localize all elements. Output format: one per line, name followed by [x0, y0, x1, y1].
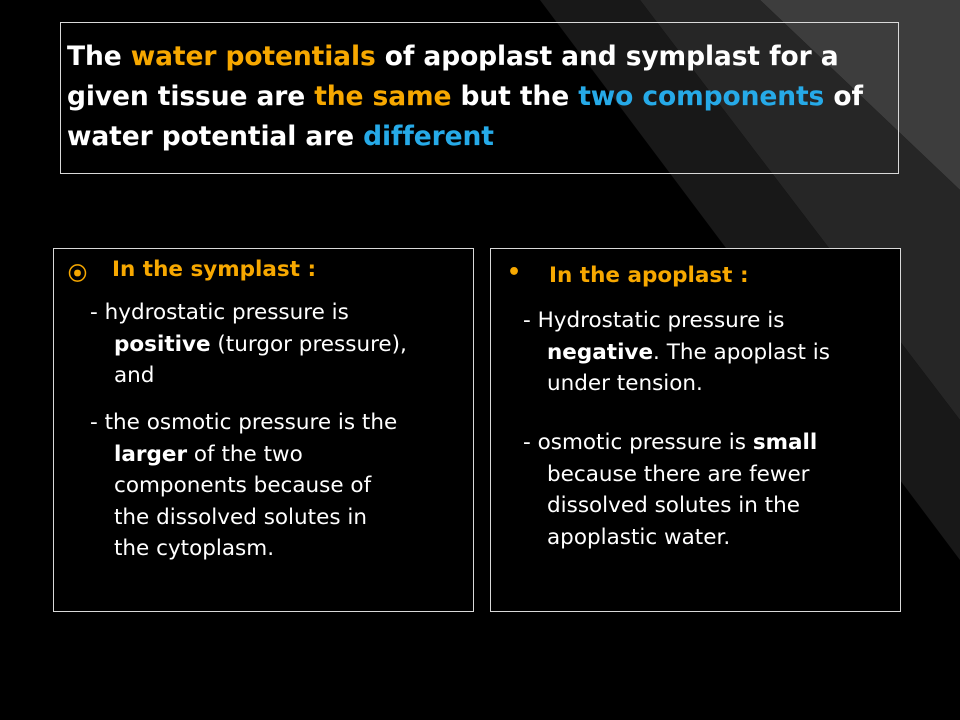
symplast-larger-bold: larger	[114, 441, 188, 467]
symplast-item2-line1: - the osmotic pressure is the	[90, 410, 398, 435]
apoplast-item1-line1: - Hydrostatic pressure is	[523, 308, 785, 333]
apoplast-item2-lead: - osmotic pressure is	[523, 430, 753, 455]
symplast-item2-rest: of the two	[187, 441, 303, 467]
apoplast-heading: In the apoplast :	[549, 263, 749, 288]
apoplast-item1-rest: . The apoplast is	[653, 339, 830, 365]
symplast-item1-line2	[90, 329, 470, 361]
apoplast-item-hydrostatic	[523, 305, 898, 400]
symplast-item2-line2	[90, 439, 470, 471]
apoplast-item2-line1	[523, 427, 898, 459]
symplast-positive-bold: positive	[114, 331, 211, 357]
apoplast-small-bold: small	[752, 430, 818, 455]
symplast-bullet-icon: ⦿	[68, 263, 88, 285]
title-highlight-different: different	[363, 121, 494, 152]
title-text: but the	[451, 81, 579, 112]
symplast-heading: In the symplast :	[112, 257, 317, 282]
title-text: of water potential are	[67, 81, 863, 152]
slide-title	[60, 22, 899, 174]
symplast-item2-line5: the cytoplasm.	[114, 536, 275, 561]
apoplast-item1-line2	[523, 337, 898, 369]
symplast-item-hydrostatic	[90, 297, 470, 392]
symplast-panel	[53, 248, 474, 612]
title-text: of apoplast and symplast for a given tissue are	[67, 41, 839, 112]
symplast-item2-line3: components because of	[114, 473, 372, 498]
apoplast-item-osmotic	[523, 427, 898, 553]
apoplast-item1-line3: under tension.	[547, 371, 703, 396]
title-highlight-two-components: two components	[578, 81, 825, 112]
title-highlight-water-potentials: water potentials	[130, 41, 376, 72]
apoplast-panel	[490, 248, 901, 612]
apoplast-bullet-icon: •	[507, 260, 522, 285]
title-text: The	[67, 41, 131, 72]
symplast-item1-rest: (turgor pressure),	[210, 331, 407, 357]
symplast-item1-line1: - hydrostatic pressure is	[90, 300, 349, 325]
apoplast-item2-line4: apoplastic water.	[547, 524, 731, 550]
title-highlight-same: the same	[314, 81, 452, 112]
symplast-item1-line3: and	[114, 363, 155, 388]
symplast-item-osmotic	[90, 407, 470, 565]
apoplast-item2-line2: because there are fewer	[547, 461, 810, 487]
apoplast-negative-bold: negative	[547, 339, 654, 365]
symplast-item2-line4: the dissolved solutes in	[114, 504, 367, 530]
apoplast-item2-line3: dissolved solutes in the	[547, 493, 800, 518]
